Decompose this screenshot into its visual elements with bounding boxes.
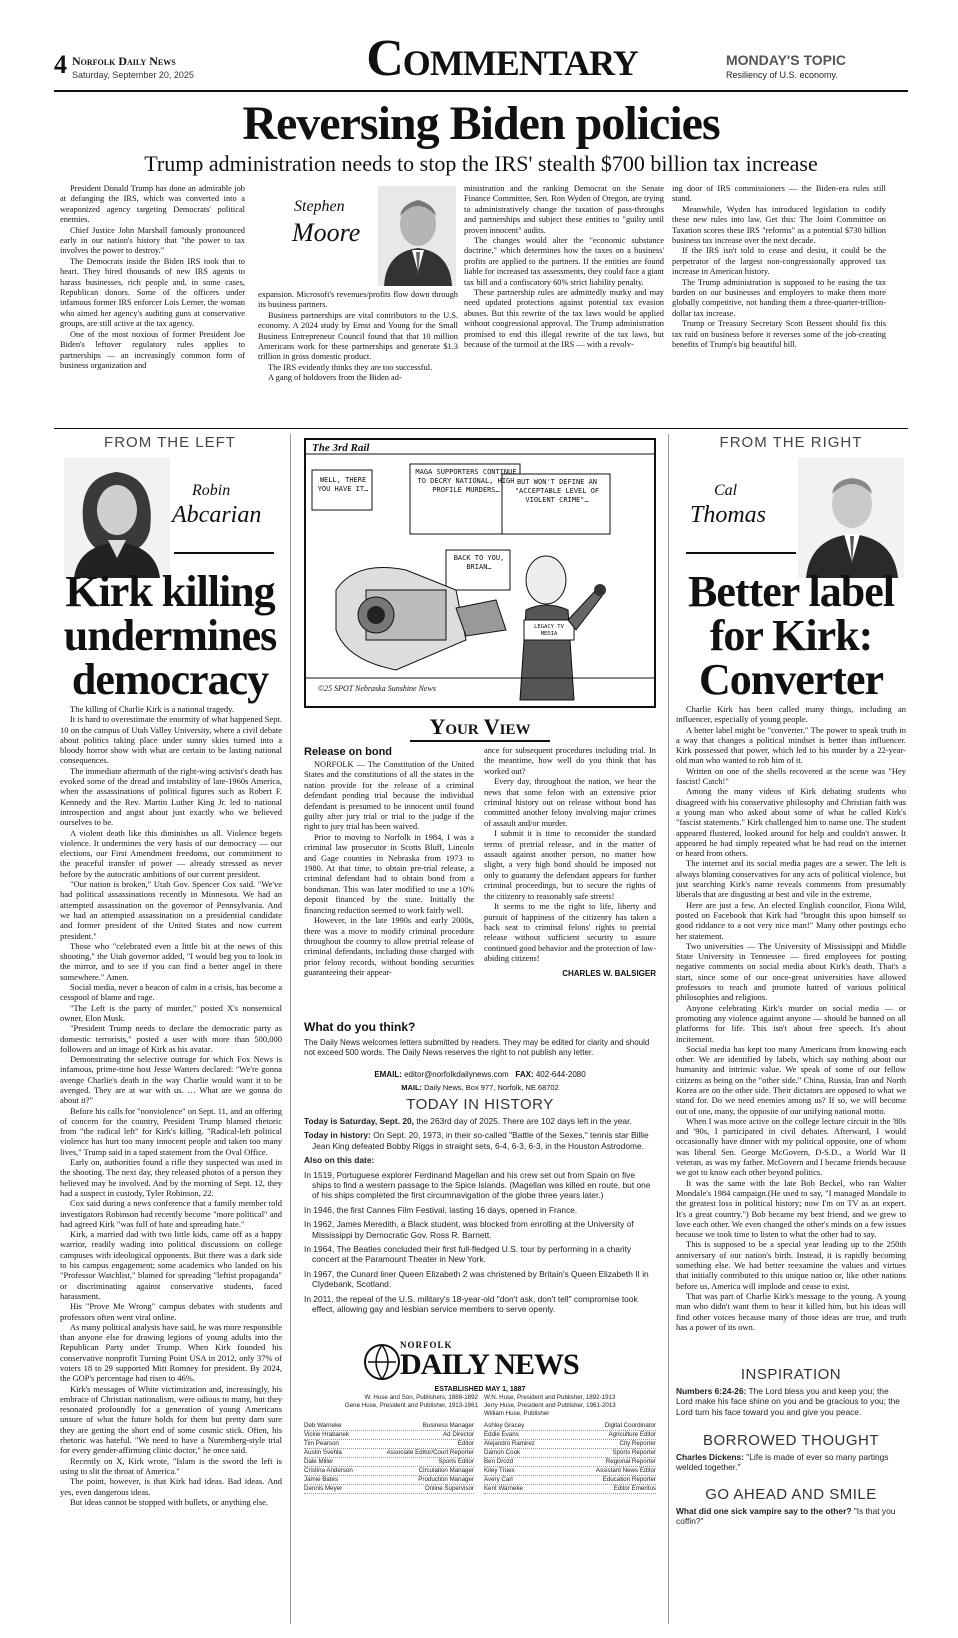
- author-first-name: Stephen: [294, 198, 345, 215]
- staff-row: Tim Pearson Editor: [304, 1440, 474, 1447]
- staff-row: Ben Drozd Regional Reporter: [484, 1458, 656, 1465]
- established: ESTABLISHED MAY 1, 1887: [434, 1386, 526, 1393]
- editorial-col-2: ance for subsequent procedures including trial. In the meantime, how well do you think that has worked out? Every day, throughout the nation, we hear the news that some felon with an extensive prior criminal history out on release without bond has committed another felony involving major crimes of assault and/or murder. I submit it is time to reconsider the standard terms of pretrial release, and in the matter of assault against another person, no matter how slight, a very high bond should be imposed not only to guaranty the defendant appears for further criminal proceedings, but to secure the rights of the citizenry to reasonably safe streets! It seems to me the right to life, liberty and pursuit of happiness of the citizenry has taken a back seat to criminal felons' rights to pretrial release without sufficient security to assure continued good behavior and the protection of law-abiding citizens! CHARLES W. BALSIGER: [484, 746, 656, 978]
- smile-heading: GO AHEAD AND SMILE: [705, 1486, 877, 1503]
- staff-right: [484, 1422, 656, 1494]
- header-rule: [54, 90, 908, 92]
- cartoon-bubble-3: BUT WON'T DEFINE AN "ACCEPTABLE LEVEL OF VIOLENT CRIME"…: [514, 478, 600, 504]
- think-text: The Daily News welcomes letters submitted by readers. They may be edited for clarity and should not exceed 500 words. The Daily News reserves the right to not publish any letter.: [304, 1038, 650, 1057]
- editorial-signature: CHARLES W. BALSIGER: [562, 968, 656, 978]
- page-header: [54, 30, 914, 90]
- paper-name: Norfolk Daily News: [72, 54, 176, 68]
- cartoon-credit: ©25 SPOT Nebraska Sunshine News: [318, 684, 436, 693]
- contact-line-1: EMAIL: editor@norfolkdailynews.com FAX: 402-644-2080: [374, 1070, 586, 1079]
- author-box-moore: [258, 186, 458, 286]
- staff-row: Alejandro Ramirez City Reporter: [484, 1440, 656, 1447]
- cartoon-panel: [304, 438, 656, 708]
- history-item: In 1962, James Meredith, a Black student, was blocked from enrolling at the University of Mississippi by Democratic Gov. Ross R. Barnett.: [304, 1219, 634, 1240]
- history-body: Today is Saturday, Sept. 20, the 263rd day of 2025. There are 102 days left in the year. Today in history: On Sept. 20, 1973, in their so-called "Battle of the Sexes," tennis star Billie Jean King defeated Bobby Riggs in straight sets, 6-4, 6-3, 6-3, in the Houston Astrodome. Also on this date: In 1519, Portuguese explorer Ferdinand Magellan and his crew set out from Spain on five ships to find a western passage to the Spice Islands. (Magellan was killed en route, but one of his ships completed the first circumnavigation of the globe three years later.) In 1946, the first Cannes Film Festival, lasting 16 days, opened in France. In 1962, James Meredith, a Black student, was blocked from enrolling at the University of Mississippi by Democratic Gov. Ross R. Barnett. In 1964, The Beatles concluded their first full-fledged U.S. tour by performing in a charity concert at the Paramount Theater in New York. In 1967, the Cunard liner Queen Elizabeth 2 was christened by Britain's Queen Elizabeth II in Clydebank, Scotland. In 2011, the repeal of the U.S. military's 18-year-old "don't ask, don't tell" compromise took effect, allowing gay and lesbian service members to serve openly.: [304, 1116, 656, 1334]
- staff-row: Dennis Meyer Online Supervisor: [304, 1485, 474, 1492]
- history-item: In 1946, the first Cannes Film Festival, lasting 16 days, opened in France.: [304, 1204, 578, 1215]
- header-date: Saturday, September 20, 2025: [72, 70, 194, 80]
- author-last-name: Moore: [292, 218, 361, 247]
- lead-subhead: Trump administration needs to stop the IRS' stealth $700 billion tax increase: [144, 151, 818, 176]
- history-item: In 2011, the repeal of the U.S. military's 18-year-old "don't ask, don't tell" compromise took effect, allowing gay and lesbian service members to serve openly.: [304, 1293, 638, 1315]
- staff-row: Dale Miller Sports Editor: [304, 1458, 474, 1465]
- staff-row: Vickie Hrabanek Ad Director: [304, 1431, 474, 1438]
- page-number: 4: [54, 50, 67, 79]
- right-col-divider: [668, 434, 669, 1624]
- lead-col-4: ing door of IRS commissioners — the Biden-era rules still stand. Meanwhile, Wyden has introduced legislation to codify these new rules into law. Get this: The Joint Committee on Taxation scores these IRS "reforms" as a potential $730 billion business tax increase over the next decade. If the IRS isn't told to cease and desist, it could be the perpetrator of the largest non-congressionally approved tax increase in American history. The Trump administration is supposed to be easing the tax burden on our businesses and employers to make them more globally competitive, not handing them a three-quarter-trillion-dollar tax increase. Trump or Treasury Secretary Scott Bessent should fix this tax raid on business before it reverses some of the job-creating benefits of Trump's big beautiful bill.: [672, 184, 886, 350]
- editorial-title: Release on bond: [304, 746, 393, 758]
- publishers-left: W. Huse and Son, Publishers, 1888-1892 Gene Huse, President and Publisher, 1913-1961: [344, 1394, 478, 1409]
- right-body: Charlie Kirk has been called many things, including an influencer, especially of young people. A better label might be "converter." The power to speak truth in a way that changes a political mindset is better than influencer. Kirk possessed that power, which led to his murder by a 22-year-old man who wanted to rob him of it. Written on one of the shells recovered at the scene was "Hey fascist! Catch!" Among the many videos of Kirk debating students who disagreed with his conservative philosophy and Christian faith was a young man who asked about some of what he called Kirk's "fascist statements." Kirk challenged him to name one. The student appeared flustered, looked around for help and couldn't answer. It appeared he had simply repeated what he had read on the internet or heard from others. The internet and its social media pages are a sewer. The left is always blaming conservatives for any acts of political violence, but just searching Kirk's name reveals comments from presumably liberals that are disgusting at best and vile in the extreme. Here are just a few. An elected English councilor, Fiona Wild, posted on Facebook that Kirk had "brought this upon himself so good riddance to a not very nice man!" Many other postings echo her statement. Two universities — The University of Mississippi and Middle State University in Tennessee — fired employees for posting negative comments on social media about Kirk's death. That's a start, since some of our once-great universities have allowed professors to teach and promote hatred of various political philosophies and religions. Anyone celebrating Kirk's murder on social media — or promoting any violence against anyone — should be banned on all platforms for life. This isn't about free speech. It's about incitement. Social media has kept too many Americans from knowing each other. We are identified by labels, which say nothing about our humanity and intrinsic value. We speak of some of our fellow citizens as being on the "other side." China, Russia, Iran and North Korea are on the other side. Their dictators are opposed to what we stand for. Do we need enemies among us? If so, we will become out of one, many, the opposite of our unifying national motto. When I was more active on the college lecture circuit in the '80s and '90s, I participated in civil debates. Afterward, I would occasionally have dinner with my political opposite, one of whom was liberal Sen. George McGovern, D-S.D., a World War II veteran, as was my father. McGovern and I became friends because we got to know each other beyond politics. It was the same with the late Bob Beckel, who ran Walter Mondale's 1984 campaign.(He used to say, "I managed Mondale to the greatest loss in political history; now I'm on TV as an expert. It's a great country.") Bob became my best friend, and we grew to love each other. We even changed the other's minds on a few issues because we took time to listen to what the other had to say. This is supposed to be a special year leading up to the 250th anniversary of our nation's birth. Instead, it is rapidly becoming something else. We had better reexamine the values and virtues that initially contributed to this unique nation or, like other nations before us, America will implode and cease to exist. That was part of Charlie Kirk's message to the young. A young man who didn't want them to hear it killed him, but his ideas will find other voices because many of those ideas are true, and truth has a power of its own.: [676, 704, 906, 1332]
- left-body: The killing of Charlie Kirk is a national tragedy. It is hard to overestimate the enormity of what happened Sept. 10 on the campus of Utah Valley University, where a civil debate about politics taking place under sunny skies turned into a bloody horror show with what are certain to be lasting national consequences. The immediate aftermath of the right-wing activist's death has evoked some of the dread and instability of late-1960s America, when the assassinations of political figures such as Robert F. Kennedy and the Rev. Martin Luther King Jr. led to national introspection and angst about just exactly who we believed ourselves to be. A violent death like this diminishes us all. Violence begets violence. It undermines the very basis of our democracy — our elections, our First Amendment freedoms, our commitment to the peaceful transfer of power — already stressed as never before by the autocratic ambitions of our current president. "Our nation is broken," Utah Gov. Spencer Cox said. "We've had political assassinations recently in Minnesota. We had an attempted assassination on the governor of Pennsylvania. And we had an attempted assassination on a presidential candidate and former president of the United States and now current president." Those who "celebrated even a little bit at the news of this shooting," the Utah governor added, "I would beg you to look in the mirror, and to see if you can find a better angel in there somewhere." Amen. Social media, never a beacon of calm in a crisis, has become a cesspool of blame and rage. "The Left is the party of murder," posted X's nonsensical owner, Elon Musk. "President Trump needs to declare the democratic party as domestic terrorists," posted a user with more than 500,000 followers and an image of Kirk as his avatar. Demonstrating the selective outrage for which Fox News is infamous, prime-time host Jesse Watters declared: "We're gonna avenge Charlie's death in the way Charlie would want it to be avenged. They are at war with us. … What are we gonna do about it?" Before his calls for "nonviolence" on Sept. 11, and an offering of concern for the country, President Trump blamed rhetoric from "the radical left" for Kirk's killing. "Radical-left political violence has hurt too many innocent people and taken too many lives," Trump said in a taped statement from the Oval Office. Early on, authorities found a rifle they suspected was used in the shooting. The next day, they released photos of a person they believed may be involved. And by the morning of Sept. 12, they had a suspect in custody, Tyler Robinson, 22. Cox said during a news conference that a family member told investigators Robinson had recently become "more political" and had agreed Kirk "was full of hate and spreading hate." Kirk, a married dad with two little kids, came off as a happy warrior, readily wading into political discussions on college campuses with ideological opponents. But there was a dark side to his campus engagement; some academics who landed on his "Professor Watchlist," blamed for spreading "leftist propaganda" or discriminating against conservative students, faced harassment. His "Prove Me Wrong" campus debates with students and professors often went viral online. As many political analysts have said, he was more responsible than anyone else for drawing legions of young adults into the Republican Party under Trump. When Kirk founded his conservative nonprofit Turning Point USA in 2012, only 37% of voters 18 to 29 supported Mitt Romney for president. By 2024, the GOP's percentage had risen to 46%. Kirk's messages of White victimization and, increasingly, his embrace of Christian nationalism, were odious to many, but they resonated profoundly for a generation of young Americans unsure of what the future holds for them but pretty darn sure they are getting the short end of some cosmic stick. Often, his rhetoric was hateful. "We need to have a Nuremberg-style trial for every gender-affirming clinic doctor," he once said. Recently on X, Kirk wrote, "Islam is the sword the left is using to slit the throat of America." The point, however, is that Kirk had ideas. Bad ideas. And yes, even dangerous ideas. But ideas cannot be stopped with bullets, or anything else.: [60, 704, 282, 1507]
- staff-row: Jamie Bates Production Manager: [304, 1476, 474, 1483]
- smile-text: What did one sick vampire say to the other? "Is that you coffin?": [676, 1506, 896, 1527]
- lead-headline: Reversing Biden policies: [242, 97, 720, 150]
- left-col-divider: [290, 434, 291, 1624]
- right-kicker: FROM THE RIGHT: [719, 434, 863, 451]
- staff-row: Kent Warneke Editor Emeritus: [484, 1485, 656, 1492]
- inspiration-text: Numbers 6:24-26: The Lord bless you and keep you; the Lord make his face shine on you and be gracious to you; the Lord turn his face toward you and give you peace.: [676, 1386, 900, 1417]
- lead-col-2: expansion. Microsoft's revenues/profits flow down through its business partners. Business partnerships are vital contributors to the U.S. economy. A 2024 study by Ernst and Young for the Small Business Entrepreneur Council found that that 10 million Americans work for these partnerships and generate $1.3 trillion in gross domestic product. The IRS evidently thinks they are too successful. A gang of holdovers from the Biden ad-: [258, 290, 458, 383]
- borrowed-heading: BORROWED THOUGHT: [702, 1432, 880, 1449]
- thomas-photo: [798, 458, 904, 578]
- staff-left: [304, 1422, 474, 1494]
- staff-row: Cristina Anderson Circulation Manager: [304, 1467, 474, 1474]
- section-title: Commentary: [366, 30, 638, 87]
- cartoon-bubble-1: WELL, THERE YOU HAVE IT…: [317, 476, 369, 493]
- right-author-first: Cal: [714, 482, 738, 499]
- staff-row: Kiley Truex Assistant News Editor: [484, 1467, 656, 1474]
- topic-text: Resiliency of U.S. economy.: [726, 70, 838, 80]
- your-view-rule: [410, 740, 550, 742]
- email-link[interactable]: editor@norfolkdailynews.com: [404, 1070, 509, 1079]
- staff-row: Damon Cook Sports Reporter: [484, 1449, 656, 1456]
- editorial-col-1: NORFOLK — The Constitution of the United States and the constitutions of all the states in the nation provide for the release of a criminal defendant pending trial because the individual defendant is presumed to be innocent until found guilty after jury trial or trial to the judge if the right to jury trial has been waived. Prior to moving to Norfolk in 1984, I was a criminal law prosecutor in Scotts Bluff, Lincoln and Gage counties in Nebraska from 1973 to 1980. At that time, to obtain pre-trial release, a criminal defendant had to obtain bond from a bondsman. This was later modified to use a 10% deposit financed by the state. Initially the financing reduction seemed to work fairly well. However, in the late 1990s and early 2000s, there was a move to modify criminal procedure throughout the country to allow pretrial release of criminal defendants, including those charged with prior felony records, without bonding securities guaranteeing their appear-: [304, 760, 474, 978]
- left-author-last: Abcarian: [172, 502, 262, 528]
- left-kicker: FROM THE LEFT: [104, 434, 236, 451]
- left-author-first: Robin: [192, 482, 231, 499]
- lead-col-3: ministration and the ranking Democrat on the Senate Finance Committee, Sen. Ron Wyden of Oregon, are trying to administratively change the taxation of pass-throughs and partnerships and subject these entities to "guilty until proven innocent" audits. The changes would alter the "economic substance doctrine," which determines how the taxes on a business' profits are applied to the partners. If the entities are found liable for increased tax assessments, they could face a giant tax bill and a confiscatory 60% strict liability penalty. These partnership rules are admittedly murky and may need updated protections against potential tax evasion abuses. But this rewrite of the tax laws would be applied without congressional approval. The Trump administration promised to end this illegal rewrite of the tax laws, but because of the turmoil at the IRS — with a revolv-: [464, 184, 664, 350]
- masthead: [304, 1338, 656, 1628]
- cartoon-bubble-4: BACK TO YOU, BRIAN…: [453, 554, 505, 571]
- staff-row: Ashley Gracey Digital Coordinator: [484, 1422, 656, 1429]
- your-view-heading: Your View: [429, 714, 531, 739]
- staff-row: Eddie Evans Agriculture Editor: [484, 1431, 656, 1438]
- lead-bottom-rule: [54, 428, 908, 429]
- left-headline: Kirk killing undermines democracy: [63, 567, 277, 704]
- author-photo: [378, 186, 456, 286]
- staff-row: Austin Svehla Associate Editor/Court Reporter: [304, 1449, 474, 1456]
- cartoon-camera-label: LEGACY TV MEDIA: [534, 624, 564, 637]
- history-item: In 1967, the Cunard liner Queen Elizabeth 2 was christened by Britain's Queen Elizabeth II in Clydebank, Scotland.: [304, 1268, 649, 1290]
- lead-col-1: President Donald Trump has done an admirable job at defanging the IRS, which was converted into a weaponized agency targeting Democrats' political enemies. Chief Justice John Marshall famously pronounced early in our nation's history that "the power to tax involves the power to destroy." The Democrats inside the Biden IRS took that to heart. They hired thousands of new IRS agents to harass businesses, rich people and, in some cases, Republican donors. Some of the officers under infamous former IRS enforcer Lois Lerner, the woman who aimed her agency's auditing guns at conservative groups, are still active at the tax agency. One of the most noxious of former President Joe Biden's leftover regulatory rules applies to partnerships — an increasingly common form of business organization and: [60, 184, 245, 370]
- masthead-title: DAILY NEWS: [400, 1348, 579, 1381]
- abcarian-photo: [64, 458, 170, 578]
- topic-label: MONDAY'S TOPIC: [726, 52, 847, 68]
- borrowed-text: Charles Dickens: "Life is made of ever so many partings welded together.": [676, 1452, 889, 1473]
- left-photo-rule: [174, 552, 274, 554]
- right-headline: Better label for Kirk: Converter: [688, 567, 894, 704]
- staff-row: Deb Warneke Business Manager: [304, 1422, 474, 1429]
- publishers-right: W.N. Huse, President and Publisher, 1892-1913 Jerry Huse, President and Publisher, 1961-2013 William Huse, Publisher: [484, 1394, 616, 1417]
- think-heading: What do you think?: [304, 1020, 416, 1034]
- cartoon-title: The 3rd Rail: [312, 442, 370, 454]
- right-photo-rule: [686, 552, 796, 554]
- cartoon-bubble-2: MAGA SUPPORTERS CONTINUE TO DECRY NATIONAL, HIGH PROFILE MURDERS…: [415, 468, 517, 494]
- staff-row: Avery Carl Education Reporter: [484, 1476, 656, 1483]
- history-heading: TODAY IN HISTORY: [406, 1096, 554, 1113]
- globe-icon: [362, 1342, 402, 1382]
- right-author-last: Thomas: [690, 502, 767, 528]
- history-item: In 1519, Portuguese explorer Ferdinand Magellan and his crew set out from Spain on five ships to find a western passage to the Spice Islands. (Magellan was killed en route, but one of his ships completed the first circumnavigation of the globe three years later.): [304, 1169, 651, 1201]
- history-item: In 1964, The Beatles concluded their first full-fledged U.S. tour by performing in a charity concert at the Paramount Theater in New York.: [304, 1244, 632, 1265]
- contact-line-2: MAIL: Daily News, Box 977, Norfolk, NE 68702: [401, 1083, 559, 1092]
- masthead-small: NORFOLK: [400, 1340, 453, 1350]
- inspiration-heading: INSPIRATION: [740, 1366, 842, 1383]
